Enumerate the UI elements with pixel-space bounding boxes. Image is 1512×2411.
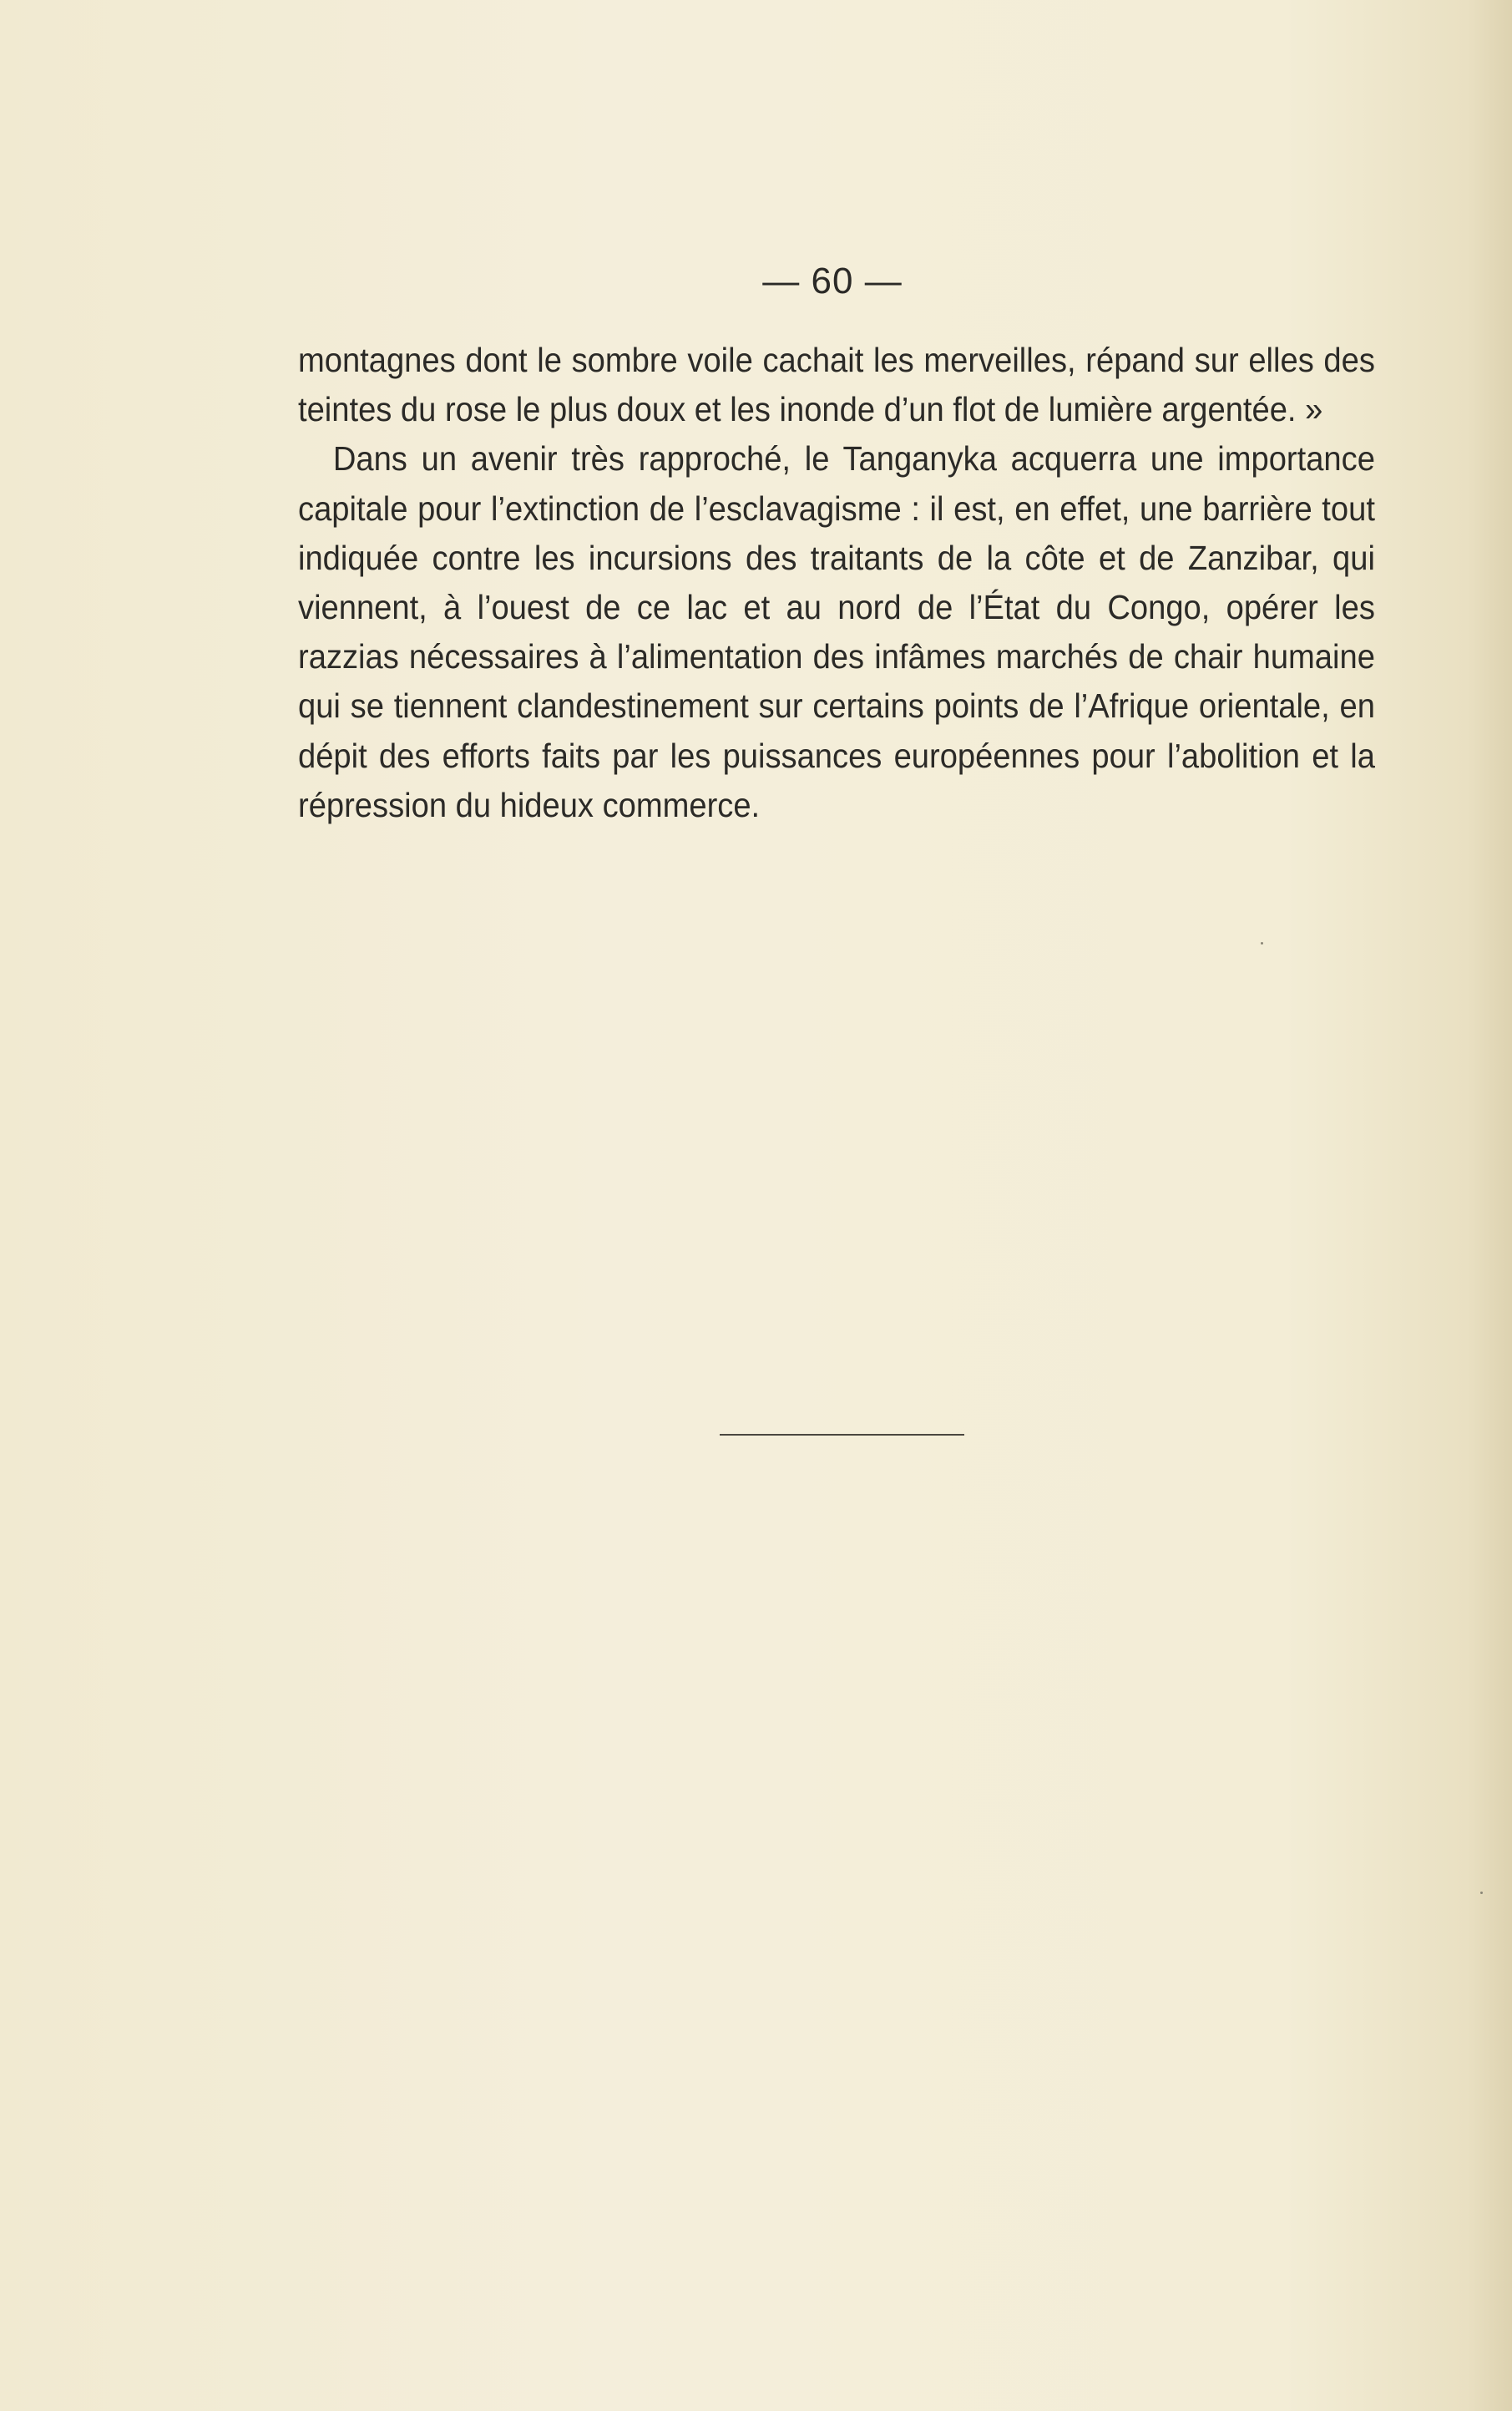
paragraph-2: Dans un avenir très rapproché, le Tanganyka acquerra une importance capitale pour l’extinction de l’esclavagisme : il est, en effet, une barrière tout indiquée contre les incursions des traitants de la côte et de Zanzibar, qui viennent, à l’ouest de ce lac et au nord de l’État du Congo, opérer les razzias nécessaires à l’alimentation des infâmes marchés de chair humaine qui se tiennent clandestinement sur certains points de l’Afrique orientale, en dépit des efforts faits par les puissances européennes pour l’abolition et la répression du hideux commerce.: [298, 439, 1375, 824]
page-number: — 60 —: [762, 261, 903, 301]
body-text: [298, 336, 1375, 830]
paper-speck: [1480, 1892, 1483, 1894]
paragraph-1: montagnes dont le sombre voile cachait les merveilles, répand sur elles des teintes du rose le plus doux et les inonde d’un flot de lumière argentée. »: [298, 341, 1375, 429]
paper-speck: [1261, 942, 1263, 945]
footnote-divider: [720, 1434, 964, 1436]
